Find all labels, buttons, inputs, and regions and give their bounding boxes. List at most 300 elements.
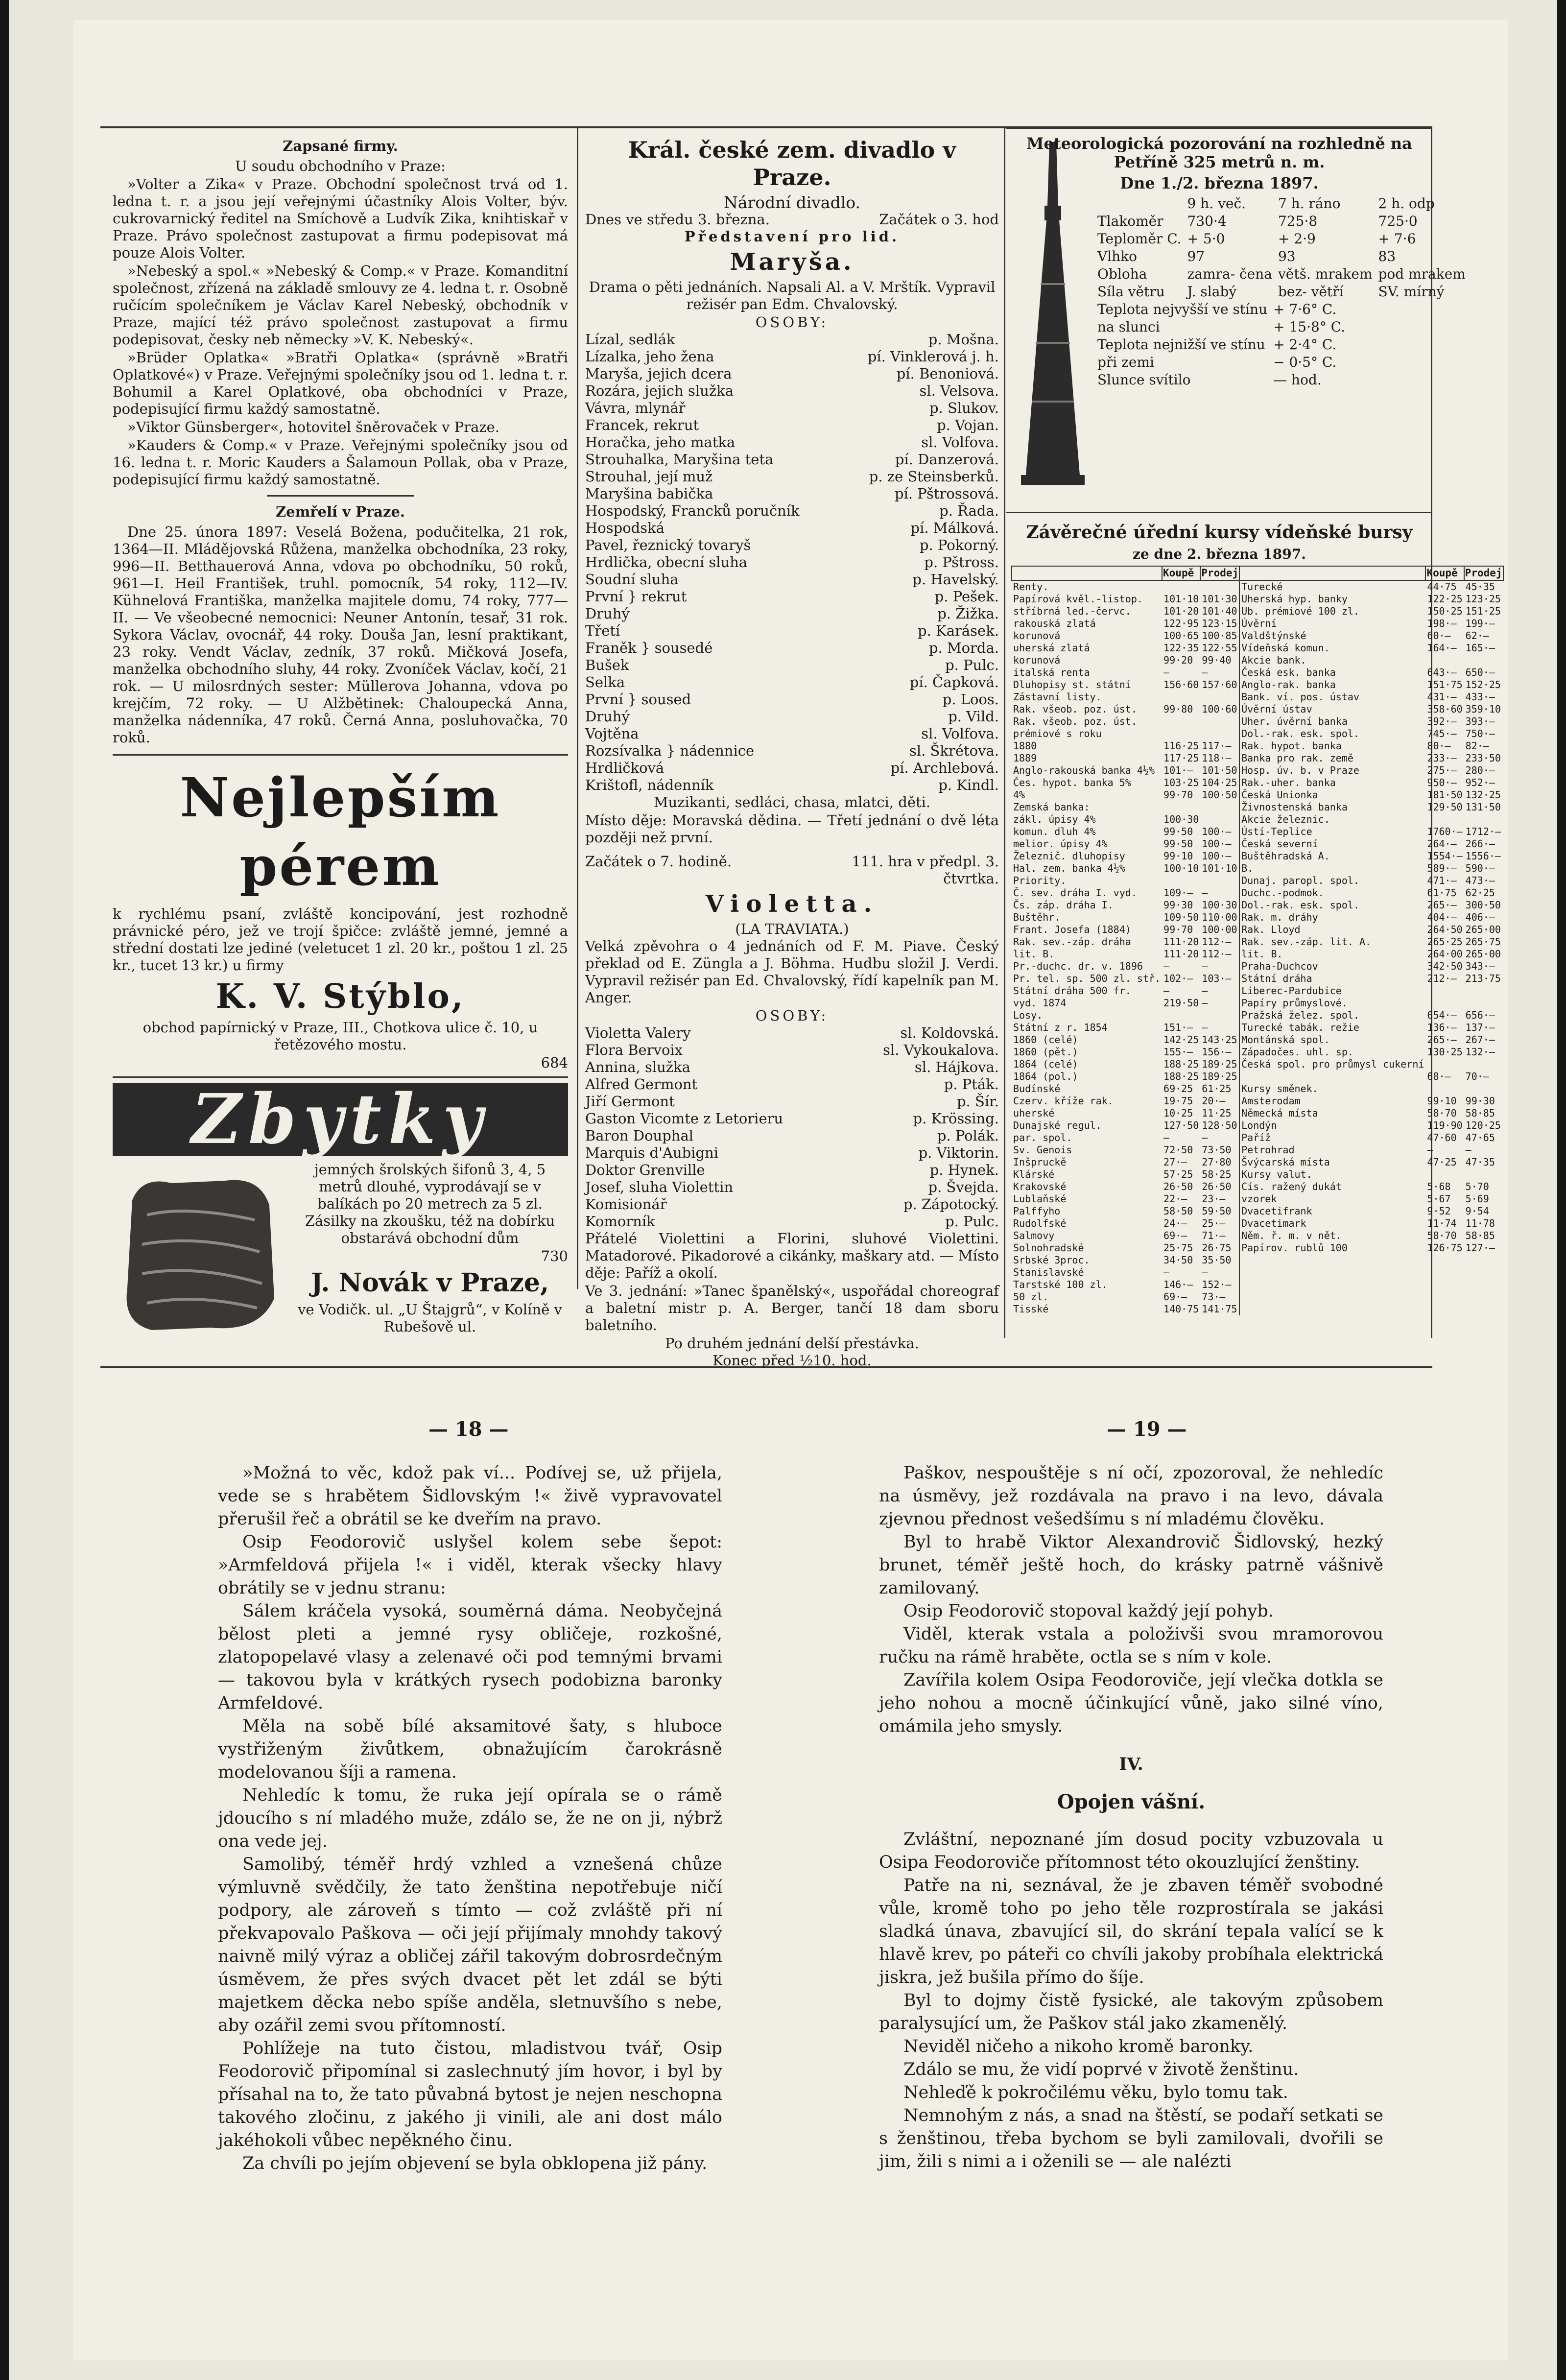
bursa-row xyxy=(1012,1168,1503,1181)
price-value: 654·— xyxy=(1427,1009,1457,1021)
weather-row xyxy=(1094,265,1469,283)
price-value: 82·— xyxy=(1465,740,1489,752)
security-name: Losy. xyxy=(1013,1009,1043,1021)
bursa-row xyxy=(1012,911,1503,924)
actor-name: p. Šír. xyxy=(956,1093,999,1110)
price-value: 471·— xyxy=(1427,875,1457,886)
actor-name: p. ze Steinsberků. xyxy=(869,468,999,485)
price-value: 101·40 xyxy=(1200,605,1239,618)
bursa-row xyxy=(1012,764,1503,777)
ad-firm-name: J. Novák v Praze, xyxy=(310,1268,549,1298)
price-value: 47·60 xyxy=(1427,1132,1457,1143)
role-name: Doktor Grenville xyxy=(585,1162,705,1178)
price-value: 103·— xyxy=(1200,973,1239,985)
bursa-row xyxy=(1012,1303,1503,1315)
bursa-row xyxy=(1012,862,1503,875)
weather-label: Teploměr C. xyxy=(1097,231,1182,247)
bursa-row xyxy=(1012,899,1503,911)
price-value: 68·— xyxy=(1427,1071,1451,1082)
price-value: 131·50 xyxy=(1465,801,1501,813)
price-value: 100·85 xyxy=(1200,630,1239,642)
price-value xyxy=(1464,1266,1503,1279)
security-name: Rak. m. dráhy xyxy=(1241,911,1318,923)
price-value: — xyxy=(1163,1266,1170,1278)
price-value: 22·— xyxy=(1163,1193,1187,1205)
weather-value: 83 xyxy=(1378,248,1396,264)
role-name: Violetta Valery xyxy=(585,1024,691,1041)
weather-label: Obloha xyxy=(1097,266,1147,282)
security-name: Kursy směnek. xyxy=(1241,1083,1318,1095)
start-line: Začátek o 7. hodině. xyxy=(585,853,732,870)
price-value xyxy=(1425,1058,1464,1071)
paragraph: Zdálo se mu, že vidí poprvé v životě ženštinu. xyxy=(903,2060,1299,2079)
actor-name: p. Pešek. xyxy=(934,588,999,605)
security-name: Dol.-rak. esk. spol. xyxy=(1241,899,1359,911)
price-value: — xyxy=(1200,997,1239,1009)
bursa-row xyxy=(1012,1083,1503,1095)
price-value: 35·50 xyxy=(1200,1254,1239,1266)
price-value xyxy=(1464,985,1503,997)
security-name: 1864 (pol.) xyxy=(1013,1071,1078,1082)
security-name: Švýcarská místa xyxy=(1241,1156,1330,1168)
temperature-value: + 7·6° C. xyxy=(1273,301,1337,317)
price-value: 275·— xyxy=(1427,764,1457,776)
security-name: Anglo-rak. banka xyxy=(1241,679,1336,690)
novel-page-19 xyxy=(879,1462,1383,2173)
price-value: 264·— xyxy=(1427,838,1457,850)
weather-box-bottom xyxy=(1006,512,1432,513)
security-name: uherská zlatá xyxy=(1013,642,1090,654)
paragraph: Pohlížeje na tuto čistou, mladistvou tvář, Osip Feodorovič připomínal si zaslechnutý jím hovor, i byl by přísahal na to, že tato půvabná bytost je nejen neschopna takového zločinu, z jakého ji vinili, ale ani dost málo jakéhokoli vůbec nepěkného činu. xyxy=(218,2039,722,2150)
security-name: italská renta xyxy=(1013,666,1090,678)
security-name: Renty. xyxy=(1013,581,1049,593)
security-name: Česká severní xyxy=(1241,838,1318,850)
price-value xyxy=(1425,1083,1464,1095)
actor-name: pí. Benoniová. xyxy=(896,365,999,382)
cast-row xyxy=(585,605,999,622)
price-value: 141·75 xyxy=(1200,1303,1239,1315)
security-name: Solnohradské xyxy=(1013,1242,1084,1254)
price-value: 151·75 xyxy=(1427,679,1463,690)
role-name: Selka xyxy=(585,674,625,690)
security-name: Pr.-duchc. dr. v. 1896 xyxy=(1013,960,1143,972)
role-name: Alfred Germont xyxy=(585,1076,698,1093)
bursa-row xyxy=(1012,605,1503,618)
intermission-note: Po druhém jednání delší přestávka. xyxy=(665,1335,919,1352)
start-line: Začátek o 3. hod xyxy=(879,211,999,228)
actor-name: p. Viktorin. xyxy=(918,1144,999,1161)
price-value: 101·50 xyxy=(1200,764,1239,777)
price-value: 358·60 xyxy=(1427,703,1463,715)
weather-title: Meteorologická pozorování na rozhledně na Petříně 325 metrů n. m. xyxy=(1026,134,1412,171)
actor-name: pí. Málková. xyxy=(910,520,999,536)
security-name: Stanislavské xyxy=(1013,1266,1084,1278)
paragraph: Zvláštní, nepoznané jím dosud pocity vzbuzovala u Osipa Feodoroviče přítomnost této okouzlující ženštiny. xyxy=(879,1830,1383,1872)
price-value: 280·— xyxy=(1465,764,1495,776)
price-value: 199·— xyxy=(1465,618,1495,629)
paragraph: Viděl, kterak vstala a položivši svou mramorovou ručku na rámě hraběte, octla se s ním v kole. xyxy=(879,1624,1383,1667)
price-value: 219·50 xyxy=(1163,997,1199,1009)
bursa-row xyxy=(1012,1009,1503,1022)
bursa-row xyxy=(1012,1181,1503,1193)
cast-row xyxy=(585,1042,999,1059)
temperature-row xyxy=(1094,318,1348,336)
role-name: Francek, rekrut xyxy=(585,417,699,433)
bursa-row xyxy=(1012,960,1503,973)
price-value: 343·— xyxy=(1465,960,1495,972)
role-name: První } rekrut xyxy=(585,588,687,605)
scan-border-left xyxy=(0,0,9,2380)
price-value: 264·00 xyxy=(1427,948,1463,960)
bursa-row xyxy=(1012,887,1503,899)
bursa-row xyxy=(1012,826,1503,838)
subscription-note: 111. hra v předpl. 3. čtvrtka. xyxy=(852,853,999,887)
bursa-row xyxy=(1012,1119,1503,1132)
bursa-row xyxy=(1012,1254,1503,1266)
price-value: 165·— xyxy=(1465,642,1495,654)
bursa-row xyxy=(1012,838,1503,850)
price-value: 393·— xyxy=(1465,715,1495,727)
weather-row xyxy=(1094,283,1469,301)
price-value: 122·55 xyxy=(1200,642,1239,654)
bursa-row xyxy=(1012,1279,1503,1291)
price-value: 152·— xyxy=(1200,1279,1239,1291)
bursa-header xyxy=(1239,566,1425,580)
paragraph: Neviděl ničeho a nikoho kromě baronky. xyxy=(903,2037,1254,2056)
theatre-subtitle: Národní divadlo. xyxy=(723,193,861,212)
security-name: vzorek xyxy=(1241,1193,1277,1205)
price-value xyxy=(1425,1266,1464,1279)
cast-row xyxy=(585,451,999,468)
bursa-row xyxy=(1012,789,1503,801)
security-name xyxy=(1239,1291,1425,1303)
bursa-row xyxy=(1012,1230,1503,1242)
price-value: 99·50 xyxy=(1163,838,1193,850)
actor-name: sl. Škrétova. xyxy=(909,742,999,759)
actor-name: p. Loos. xyxy=(942,691,999,708)
actor-name: p. Pulc. xyxy=(945,657,999,673)
paragraph: Nehledíc k tomu, že ruka její opírala se o rámě jdoucího s ní mladého muže, zdálo se, že ne on ji, nýbrž ona vede jej. xyxy=(218,1785,722,1851)
price-value: 123·15 xyxy=(1200,618,1239,630)
bursa-row xyxy=(1012,813,1503,826)
security-name: Úvěrní ústav xyxy=(1241,703,1312,715)
price-value: 5·69 xyxy=(1465,1193,1489,1205)
cast-extra: Přátelé Violettini a Florini, sluhové Violettini. Matadorové. Pikadorové a cikánky, maškary atd. — Místo děje: Paříž a okolí. xyxy=(585,1230,999,1281)
security-name: Čes. hypot. banka 5% xyxy=(1013,777,1131,788)
bursa-section xyxy=(1011,519,1502,1315)
price-value: — xyxy=(1163,960,1170,972)
temperature-value: − 0·5° C. xyxy=(1273,354,1337,370)
price-value: 27·— xyxy=(1163,1156,1187,1168)
price-value xyxy=(1425,1291,1464,1303)
security-name: Buštěhr. xyxy=(1013,911,1061,923)
security-name: Rak. sev.-záp. dráha xyxy=(1013,936,1131,948)
weather-row xyxy=(1094,230,1469,248)
price-value: 100·— xyxy=(1200,838,1239,850)
role-name: Hrdličková xyxy=(585,760,664,776)
role-name: Jiří Germont xyxy=(585,1093,675,1110)
price-value: 110·00 xyxy=(1200,911,1239,924)
price-value: 5·67 xyxy=(1427,1193,1451,1205)
cast-row xyxy=(585,1144,999,1162)
theatre-column xyxy=(585,133,999,1369)
price-value xyxy=(1200,813,1239,826)
security-name: Cís. ražený dukát xyxy=(1241,1181,1342,1192)
security-name: 1860 (celé) xyxy=(1013,1034,1078,1046)
security-name: Banka pro rak. země xyxy=(1241,752,1353,764)
security-name: Dunajské regul. xyxy=(1013,1119,1102,1131)
security-name: Česká esk. banka xyxy=(1241,666,1336,678)
cast-row xyxy=(585,434,999,451)
role-name: Baron Douphal xyxy=(585,1127,694,1144)
price-value: 58·70 xyxy=(1427,1107,1457,1119)
security-name: Něm. ř. m. v nět. xyxy=(1241,1230,1342,1241)
price-value: 112·— xyxy=(1200,936,1239,948)
actor-name: p. Slukov. xyxy=(929,400,999,416)
temperature-extremes xyxy=(1094,301,1348,389)
price-value: — xyxy=(1163,1132,1170,1143)
paragraph: Byl to hrabě Viktor Alexandrovič Šidlovský, hezký brunet, téměř ještě hoch, do krásky patrně vášnivě zamilovaný. xyxy=(879,1532,1383,1598)
paragraph: Osip Feodorovič stopoval každý její pohyb. xyxy=(903,1601,1274,1621)
security-name: Duchc.-podmok. xyxy=(1241,887,1324,899)
price-value xyxy=(1425,1279,1464,1291)
role-name: Strouhal, její muž xyxy=(585,468,713,485)
paragraph: Měla na sobě bílé aksamitové šaty, s hluboce vystřiženým živůtkem, obnažujícím čarokrásně modelovanou šíji a ramena. xyxy=(218,1716,722,1782)
price-value: 152·25 xyxy=(1465,679,1501,690)
price-value: 111·20 xyxy=(1163,948,1199,960)
bursa-row xyxy=(1012,1217,1503,1230)
actor-name: p. Řada. xyxy=(939,502,999,519)
security-name: Státní dráha 500 fr. xyxy=(1013,985,1131,997)
cast-row xyxy=(585,1213,999,1230)
price-value: 590·— xyxy=(1465,862,1495,874)
security-name: komun. dluh 4% xyxy=(1013,826,1096,837)
security-name: Rak. všeob. poz. úst. xyxy=(1013,715,1137,727)
price-value: 750·— xyxy=(1465,728,1495,739)
price-value: 140·75 xyxy=(1163,1303,1199,1315)
price-value xyxy=(1162,715,1200,728)
bursa-row xyxy=(1012,1242,1503,1254)
price-value: — xyxy=(1200,1132,1239,1144)
security-name: lit. B. xyxy=(1241,948,1283,960)
actor-name: sl. Hájkova. xyxy=(914,1059,999,1075)
bursa-row xyxy=(1012,924,1503,936)
cast-row xyxy=(585,1076,999,1093)
bursa-row xyxy=(1012,642,1503,654)
security-name: Čs. záp. dráha I. xyxy=(1013,899,1114,911)
price-value xyxy=(1200,715,1239,728)
price-value xyxy=(1464,1291,1503,1303)
price-value: 1554·— xyxy=(1427,850,1463,862)
ad-text: jemných šrolských šifonů 3, 4, 5 metrů dlouhé, vyprodávají se v balíkách po 20 metrech za 5 zl. Zásilky na zkoušku, též na dobírku obstarává obchodní dům xyxy=(305,1161,555,1246)
price-value: 150·25 xyxy=(1427,605,1463,617)
temperature-value: + 2·4° C. xyxy=(1273,336,1337,353)
firmy-heading: Zapsané firmy. xyxy=(283,138,398,154)
security-name: Vídeňská komun. xyxy=(1241,642,1330,654)
bursa-row xyxy=(1012,1156,1503,1168)
price-value: 103·25 xyxy=(1163,777,1199,788)
price-value: — xyxy=(1200,1266,1239,1279)
actor-name: sl. Volfova. xyxy=(921,725,999,742)
price-value: 60·— xyxy=(1427,630,1451,642)
price-value: 72·50 xyxy=(1163,1144,1193,1156)
price-value: 80·— xyxy=(1427,740,1451,752)
role-name: Flora Bervoix xyxy=(585,1042,683,1058)
price-value: 656·— xyxy=(1465,1009,1495,1021)
role-name: Annina, služka xyxy=(585,1059,690,1075)
price-value: 25·75 xyxy=(1163,1242,1193,1254)
security-name: prémiové s roku xyxy=(1013,728,1102,739)
price-value: 11·78 xyxy=(1465,1217,1495,1229)
security-name: Ústí-Teplice xyxy=(1241,826,1312,837)
firmy-entry: »Nebeský a spol.« »Nebeský & Comp.« v Praze. Komanditní společnost, zřízená na základě smlouvy ze 4. ledna t. r. Osobně ručícím společníkem je Václav Karel Nebeský, obchodník v Praze, mající též právo společnost zastupovat a firmu podepisovat, česky neb německy »V. K. Nebeský«. xyxy=(113,262,568,348)
firmy-entry: »Volter a Zika« v Praze. Obchodní společnost trvá od 1. ledna t. r. a jsou její veřejnými účastníky Alois Volter, býv. cukrovarnický ředitel na Smíchově a Ludvík Zika, knihtiskař v Praze. Právo společnost zastupovat a firmu podepisovat má pouze Alois Volter. xyxy=(113,176,568,261)
weather-value: pod mrakem xyxy=(1378,266,1466,282)
price-value: 392·— xyxy=(1427,715,1457,727)
theatre-title: Král. české zem. divadlo v Praze. xyxy=(628,137,956,190)
play-title: Violetta. xyxy=(705,890,879,918)
price-value: 101·30 xyxy=(1200,593,1239,605)
page-number: — 19 — xyxy=(1107,1418,1187,1441)
price-value: 111·20 xyxy=(1163,936,1199,948)
cast-row xyxy=(585,502,999,520)
actor-name: pí. Danzerová. xyxy=(895,451,999,468)
bursa-table xyxy=(1011,566,1504,1315)
price-value: 300·50 xyxy=(1465,899,1501,911)
actor-name: p. Kindl. xyxy=(938,777,999,793)
price-value: 233·50 xyxy=(1465,752,1501,764)
performance-label: Představení pro lid. xyxy=(684,228,900,245)
price-value: 11·74 xyxy=(1427,1217,1457,1229)
price-value: 164·— xyxy=(1427,642,1457,654)
price-value: 99·10 xyxy=(1427,1095,1457,1107)
price-value: 267·— xyxy=(1465,1034,1495,1046)
ad-address: obchod papírnický v Praze, III., Chotkova ulice č. 10, u řetězového mostu. xyxy=(142,1019,538,1053)
price-value: 473·— xyxy=(1465,875,1495,886)
cast-row xyxy=(585,520,999,537)
security-name: rakouská zlatá xyxy=(1013,618,1096,629)
bursa-row xyxy=(1012,1193,1503,1205)
actor-name: p. Pokorný. xyxy=(919,537,999,553)
role-name: Druhý xyxy=(585,708,630,725)
price-value: 119·90 xyxy=(1427,1119,1463,1131)
chapter-title: Opojen vášní. xyxy=(1057,1790,1206,1813)
bursa-title: Závěrečné úřední kursy vídeňské bursy xyxy=(1026,522,1413,543)
cast-row xyxy=(585,537,999,554)
price-value: 156·— xyxy=(1200,1046,1239,1058)
temperature-value: — hod. xyxy=(1273,372,1322,388)
price-value: 99·80 xyxy=(1163,703,1193,715)
price-value: 127·— xyxy=(1465,1242,1495,1254)
price-value: 101·10 xyxy=(1200,862,1239,875)
price-value: 99·30 xyxy=(1465,1095,1495,1107)
security-name: Anglo-rakouská banka 4½% xyxy=(1013,764,1155,776)
weather-value: bez- větří xyxy=(1278,284,1344,300)
security-name: vyd. 1874 xyxy=(1013,997,1067,1009)
price-value: 265·00 xyxy=(1465,924,1501,935)
price-value: 44·75 xyxy=(1427,581,1457,593)
role-name: Vávra, mlynář xyxy=(585,400,686,416)
price-value: 104·25 xyxy=(1200,777,1239,789)
security-name: Liberec-Pardubice xyxy=(1241,985,1342,997)
cast-row xyxy=(585,725,999,742)
divider xyxy=(113,1076,568,1078)
security-name: Rak. Lloyd xyxy=(1241,924,1301,935)
price-value: 132·25 xyxy=(1465,789,1501,801)
cast-row xyxy=(585,657,999,674)
security-name: Uherská hyp. banky xyxy=(1241,593,1348,605)
paragraph: Sálem kráčela vysoká, souměrná dáma. Neobyčejná bělost pleti a jemné rysy obličeje, rozkošné, zlatopopelavé vlasy a zelenavé oči pod temnými brvami — takovou byla v krátkých rysech podobizna baronky Armfeldové. xyxy=(218,1601,722,1713)
price-value xyxy=(1162,728,1200,740)
temperature-value: + 15·8° C. xyxy=(1273,319,1346,335)
role-name: Bušek xyxy=(585,657,629,673)
price-value: 132·— xyxy=(1465,1046,1495,1058)
security-name: Palffyho xyxy=(1013,1205,1061,1217)
price-value: 643·— xyxy=(1427,666,1457,678)
security-name: Turecké xyxy=(1241,581,1283,593)
price-value: 130·25 xyxy=(1427,1046,1463,1058)
paragraph: Osip Feodorovič uslyšel kolem sebe šepot: »Armfeldová přijela !« i viděl, kterak všecky hlavy obrátily se v jednu stranu: xyxy=(218,1532,722,1598)
price-value: 58·50 xyxy=(1163,1205,1193,1217)
price-value: 122·35 xyxy=(1163,642,1199,654)
bursa-row xyxy=(1012,1046,1503,1058)
price-value: 100·— xyxy=(1200,850,1239,862)
cast-row xyxy=(585,417,999,434)
actor-name: p. Švejda. xyxy=(928,1179,999,1195)
bursa-row xyxy=(1012,973,1503,985)
security-name: Dvacetimark xyxy=(1241,1217,1306,1229)
role-name: Gaston Vicomte z Letorieru xyxy=(585,1110,783,1127)
security-name: Papíry průmyslové. xyxy=(1241,997,1348,1009)
price-value xyxy=(1200,728,1239,740)
weather-value: + 7·6 xyxy=(1378,231,1416,247)
cast-row xyxy=(585,400,999,417)
price-value: 69·— xyxy=(1163,1291,1187,1303)
weather-value: J. slabý xyxy=(1187,284,1237,300)
role-name: První } soused xyxy=(585,691,691,708)
security-name: Rak. sev.-záp. lit. A. xyxy=(1241,936,1372,948)
price-value: 122·95 xyxy=(1163,618,1199,629)
actor-name: sl. Vykoukalova. xyxy=(883,1042,999,1058)
actor-name: sl. Velsova. xyxy=(919,382,999,399)
price-value: 952·— xyxy=(1465,777,1495,788)
bursa-row xyxy=(1012,1095,1503,1107)
cast-row xyxy=(585,777,999,794)
price-value: 188·25 xyxy=(1163,1058,1199,1070)
price-value: — xyxy=(1200,666,1239,679)
price-value: 266·— xyxy=(1465,838,1495,850)
security-name xyxy=(1239,1303,1425,1315)
security-name: Rak. hypot. banka xyxy=(1241,740,1342,752)
bursa-row xyxy=(1012,580,1503,593)
actor-name: p. Morda. xyxy=(928,640,999,656)
price-value: 233·— xyxy=(1427,752,1457,764)
security-name: Úvěrní xyxy=(1241,618,1277,629)
price-value: 99·40 xyxy=(1200,654,1239,666)
actor-name: p. Havelský. xyxy=(912,571,999,588)
security-name: Státní dráha xyxy=(1241,973,1312,984)
security-name: Inšpruckě xyxy=(1013,1156,1067,1168)
security-name xyxy=(1239,1279,1425,1291)
security-name: Železnič. dluhopisy xyxy=(1013,850,1125,862)
price-value: 431·— xyxy=(1427,691,1457,703)
column-divider xyxy=(1004,128,1005,1338)
bursa-header xyxy=(1012,566,1162,580)
weather-value: 725·8 xyxy=(1278,213,1318,229)
price-value: 99·10 xyxy=(1163,850,1193,862)
role-name: Strouhalka, Maryšina teta xyxy=(585,451,774,468)
price-value: 123·25 xyxy=(1465,593,1501,605)
